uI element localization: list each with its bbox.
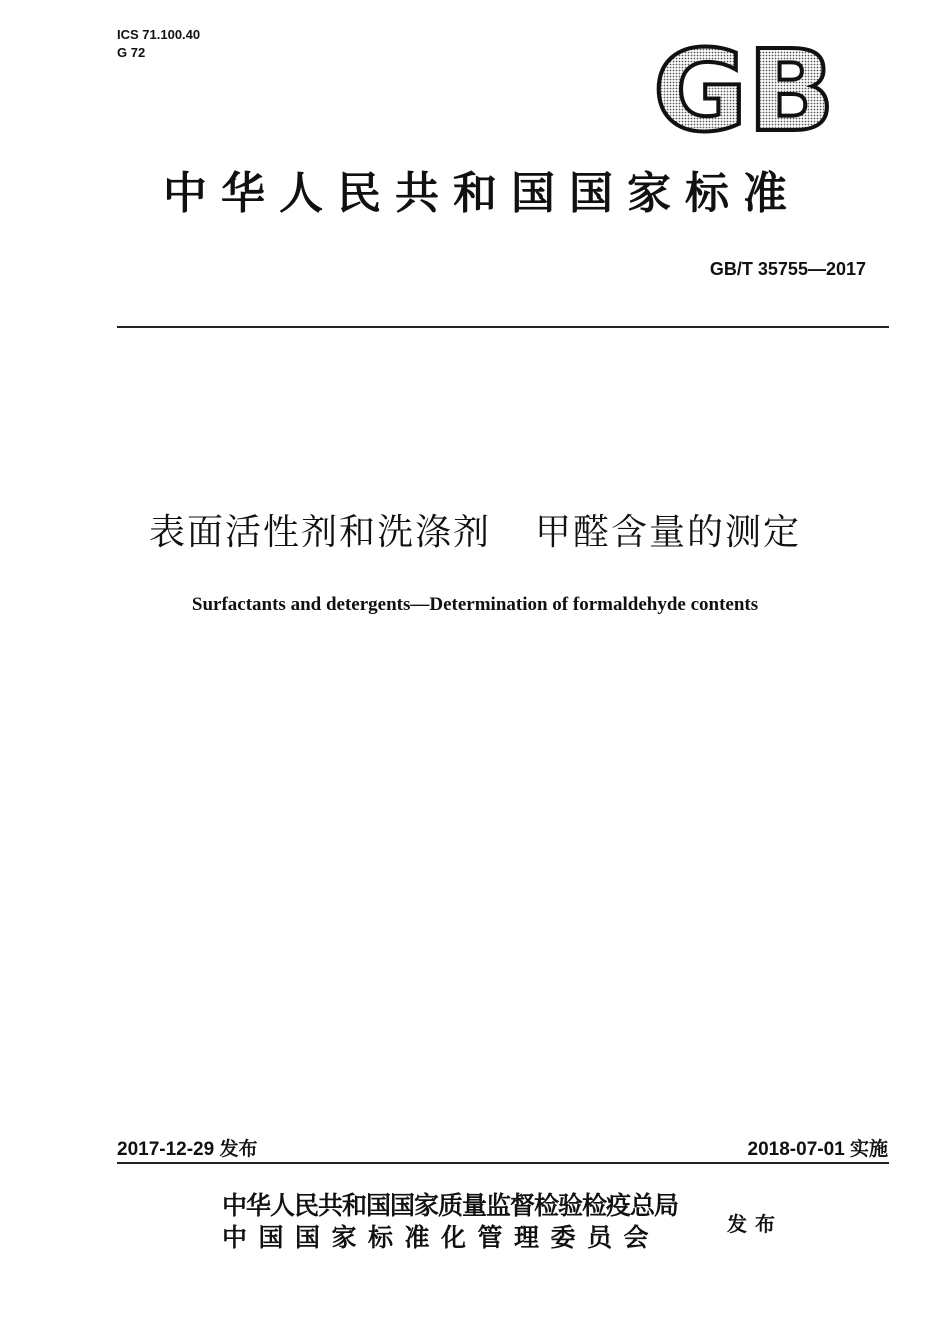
top-divider xyxy=(117,326,889,328)
chinese-title-part1: 表面活性剂和洗涤剂 xyxy=(148,512,491,553)
chinese-title xyxy=(0,508,950,558)
issuer-aqsiq: 中华人民共和国国家质量监督检验检疫总局 xyxy=(222,1191,679,1220)
implement-date: 2018-07-01 实施 xyxy=(747,1139,888,1160)
issue-label: 发布 xyxy=(727,1212,783,1236)
classification-code: G 72 xyxy=(117,45,146,60)
ics-code: ICS 71.100.40 xyxy=(117,27,201,42)
gb-logo xyxy=(651,42,837,138)
english-title: Surfactants and detergents—Determination of formaldehyde contents xyxy=(191,594,759,615)
ics-code-block xyxy=(117,26,200,62)
chinese-title-part2: 甲醛含量的测定 xyxy=(535,512,802,553)
standard-number: GB/T 35755—2017 xyxy=(709,259,866,279)
main-title: 中华人民共和国国家标准 xyxy=(163,168,801,219)
issuer-sac: 中国国家标准化管理委员会 xyxy=(222,1223,661,1252)
gb-logo-text: GB xyxy=(653,42,835,138)
bottom-divider xyxy=(117,1162,889,1164)
publish-date: 2017-12-29 发布 xyxy=(117,1139,258,1160)
